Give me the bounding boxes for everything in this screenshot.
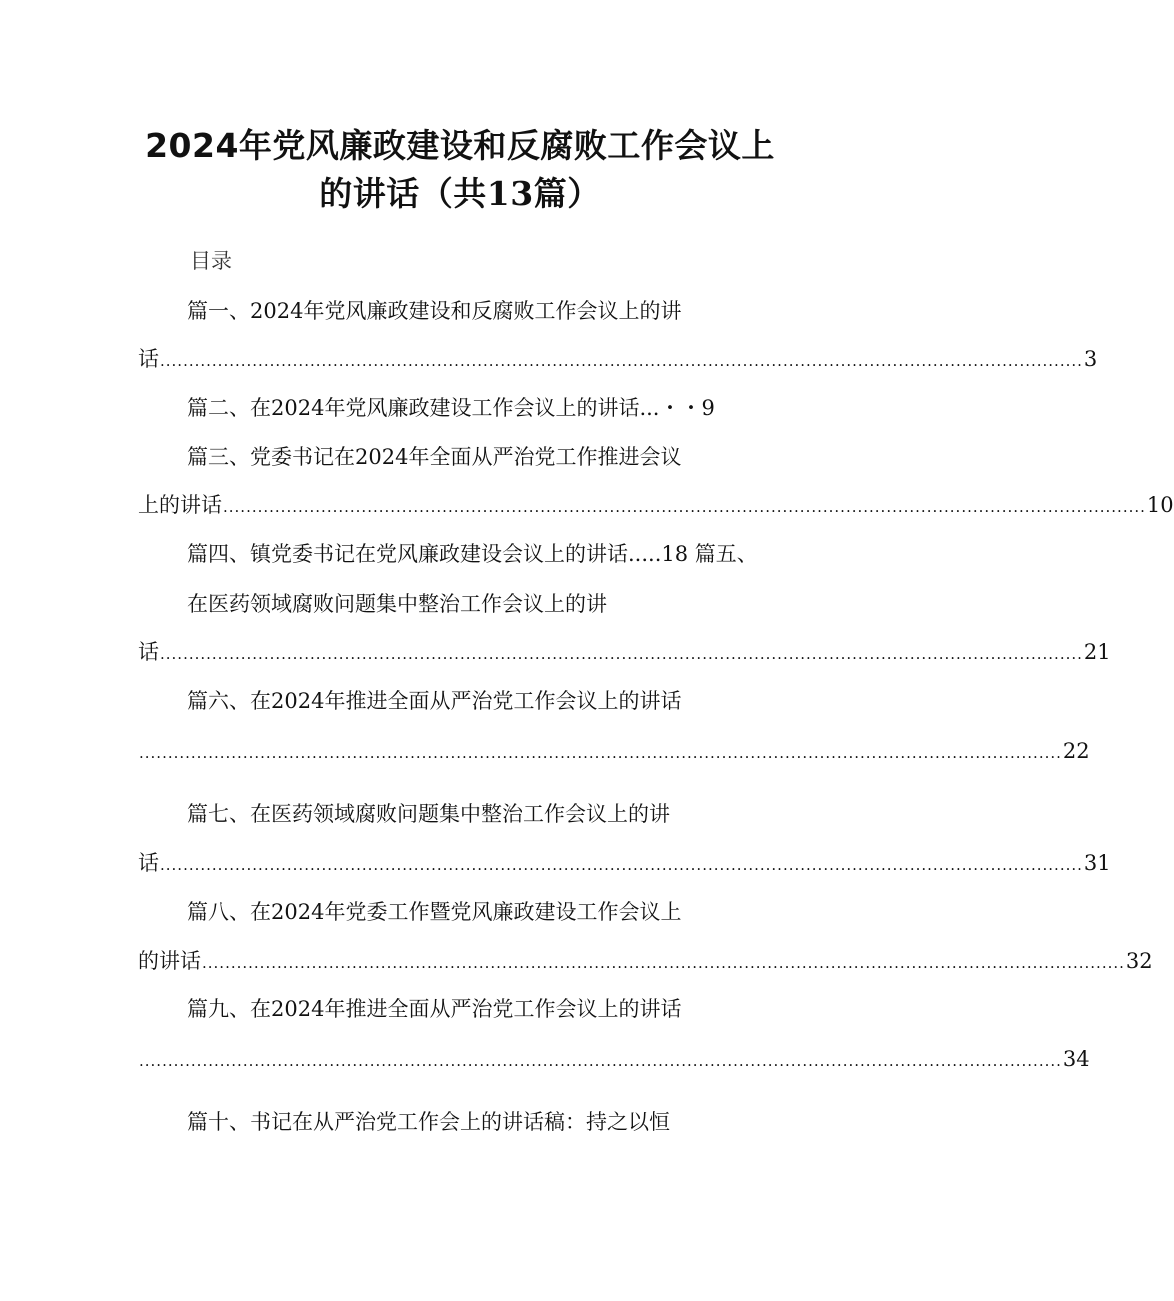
- toc-page-number: 3: [1083, 347, 1098, 371]
- toc-entry-7-line-2[interactable]: [138, 848, 1111, 880]
- title-prefix: 的讲话（共: [319, 174, 487, 213]
- title-suffix: 篇）: [533, 174, 601, 213]
- toc-entry-1-line-2[interactable]: [138, 344, 1098, 376]
- toc-entry-8-line-2[interactable]: [138, 946, 1153, 978]
- toc-entry-5-line-1[interactable]: 在医药领域腐败问题集中整治工作会议上的讲: [187, 592, 607, 616]
- toc-entry-3-line-2[interactable]: [138, 490, 1174, 522]
- dot-leader: ................................................................................................................................................................: [223, 498, 1146, 516]
- dot-leader: ................................................................................................................................................................: [160, 645, 1083, 663]
- toc-page-number: 34: [1062, 1047, 1090, 1071]
- toc-entry-text: 的讲话: [138, 949, 201, 973]
- dot-leader: ................................................................................................................................................................: [160, 856, 1083, 874]
- toc-entry-10[interactable]: 篇十、书记在从严治党工作会上的讲话稿：持之以恒: [187, 1110, 670, 1134]
- toc-entry-5-line-2[interactable]: [138, 637, 1111, 669]
- toc-entry-6-line-2[interactable]: [138, 736, 1090, 768]
- toc-entry-9-line-1[interactable]: 篇九、在2024年推进全面从严治党工作会议上的讲话: [187, 997, 682, 1021]
- dot-leader: ................................................................................................................................................................: [139, 744, 1062, 762]
- dot-leader: ................................................................................................................................................................: [160, 352, 1083, 370]
- toc-entry-7-line-1[interactable]: 篇七、在医药领域腐败问题集中整治工作会议上的讲: [187, 802, 670, 826]
- toc-entry-9-line-2[interactable]: [138, 1044, 1090, 1076]
- document-title-line-1: 2024年党风廉政建设和反腐败工作会议上: [145, 126, 775, 165]
- toc-entry-2[interactable]: 篇二、在2024年党风廉政建设工作会议上的讲话...・・9: [187, 396, 715, 420]
- toc-page-number: 21: [1083, 640, 1111, 664]
- document-title-line-2: [0, 174, 920, 214]
- dot-leader: ................................................................................................................................................................: [202, 954, 1125, 972]
- toc-entry-4[interactable]: 篇四、镇党委书记在党风廉政建设会议上的讲话.....18 篇五、: [187, 542, 758, 566]
- toc-entry-1-line-1[interactable]: 篇一、2024年党风廉政建设和反腐败工作会议上的讲: [187, 299, 682, 323]
- toc-page-number: 22: [1062, 739, 1090, 763]
- dot-leader: ................................................................................................................................................................: [139, 1052, 1062, 1070]
- toc-entry-3-line-1[interactable]: 篇三、党委书记在2024年全面从严治党工作推进会议: [187, 445, 682, 469]
- toc-page-number: 10: [1146, 493, 1174, 517]
- toc-heading: 目录: [190, 249, 232, 273]
- toc-entry-text: 话: [138, 851, 159, 875]
- toc-entry-8-line-1[interactable]: 篇八、在2024年党委工作暨党风廉政建设工作会议上: [187, 900, 682, 924]
- toc-entry-text: 上的讲话: [138, 493, 222, 517]
- toc-entry-text: 话: [138, 347, 159, 371]
- toc-entry-text: 话: [138, 640, 159, 664]
- toc-page-number: 32: [1125, 949, 1153, 973]
- title-count: 13: [486, 174, 534, 213]
- toc-entry-6-line-1[interactable]: 篇六、在2024年推进全面从严治党工作会议上的讲话: [187, 689, 682, 713]
- toc-page-number: 31: [1083, 851, 1111, 875]
